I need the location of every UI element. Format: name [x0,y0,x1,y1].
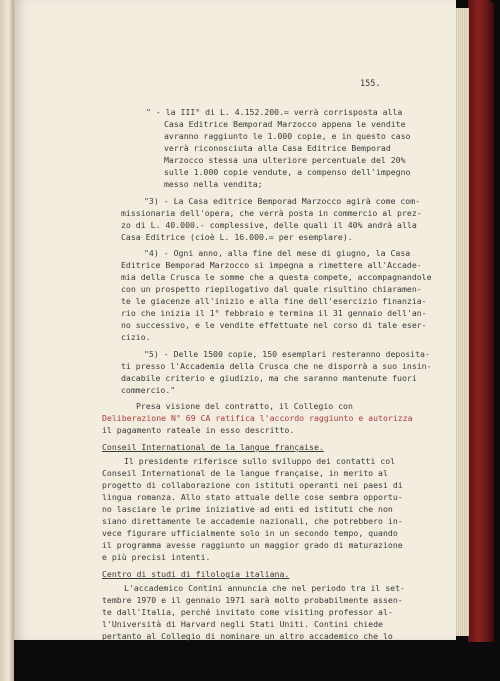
text-line: Presa visione del contratto, il Collegio con [136,401,353,411]
text-line: missionaria dell'opera, che verrà posta in commercio al prez- [121,208,422,218]
book-left-edge [0,0,14,681]
text-line: avranno raggiunto le 1.000 copie, e in questo caso [164,131,411,141]
text-line: vece figurare ufficialmente solo in un secondo tempo, quando [102,528,398,538]
text-line: te dall'Italia, perché invitato come visiting professor al- [102,607,393,617]
text-line: Editrice Bemporad Marzocco si impegna a rimettere all'Accade- [121,260,422,270]
text-line: tembre 1970 e il gennaio 1971 sarà molto probabilmente assen- [102,595,403,605]
text-line: Marzocco stessa una ulteriore percentuale del 20% [164,155,406,165]
text-line: siano direttamente le accademie nazionali, che potrebbero in- [102,516,403,526]
text-line: te le giacenze all'inizio e alla fine dell'esercizio finanzia- [121,296,427,306]
text-line: verrà riconosciuta alla Casa Editrice Bemporad [164,143,391,153]
text-line: Il presidente riferisce sullo sviluppo dei contatti col [124,456,396,466]
text-line: ti presso l'Accademia della Crusca che ne disporrà a suo insin- [121,361,432,371]
text-line: "5) - Delle 1500 copie, 150 esemplari resteranno deposita- [144,349,430,359]
text-line: L'accademico Contini annuncia che nel periodo tra il set- [124,583,405,593]
text-line: no lasciare le prime iniziative ad enti ed istituti che non [102,504,393,514]
text-line: " - la III° di L. 4.152.200.= verrà corrisposta alla [146,107,403,117]
text-line: Casa Editrice (cioè L. 16.000.= per esemplare). [121,232,353,242]
text-line: Casa Editrice Bemporad Marzocco appena le vendite [164,119,406,129]
text-line: con un prospetto riepilogativo dal quale risultino chiaramen- [121,284,422,294]
text-line: cizio. [121,332,151,342]
book-cover-spine [468,0,494,642]
document-page [14,0,456,640]
text-line: l'Università di Harvard negli Stati Uniti. Contini chiede [102,619,383,629]
text-line: "4) - Ogni anno, alla fine del mese di giugno, la Casa [144,248,411,258]
document-text [14,0,456,640]
text-line: Conseil International de la langue française, in merito al [102,468,388,478]
section-heading: Centro di studi di filologia italiana. [102,569,290,579]
text-line: e più precisi intenti. [102,552,211,562]
text-line: zo di L. 40.000.- complessive, delle quali il 40% andrà alla [121,220,417,230]
text-line: il pagamento rateale in esso descritto. [102,425,295,435]
text-line: "3) - La Casa editrice Bemporad Marzocco agirà come com- [144,196,421,206]
section-heading: Conseil International de la langue française. [102,442,324,452]
text-line: mia della Crusca le somme che a questa compete, accompagnandole [121,272,432,282]
text-line: commercio." [121,385,176,395]
text-line: il programma avesse raggiunto un maggior grado di maturazione [102,540,403,550]
text-line: sulle 1.000 copie vendute, a compenso dell'impegno [164,167,411,177]
text-line: messo nella vendita; [164,179,263,189]
page-number: 155. [360,79,381,89]
text-line-deliberation: Deliberazione N° 69 CA ratifica l'accordo raggiunto e autorizza [102,413,413,423]
text-line: rio che inizia il 1° febbraio e termina il 31 gennaio dell'an- [121,308,427,318]
text-line: lingua romanza. Allo stato attuale delle cose sembra opportu- [102,492,403,502]
text-line: progetto di collaborazione con istituti operanti nei paesi di [102,480,403,490]
text-line: pertanto al Collegio di nominare un altro accademico che lo [102,631,393,641]
text-line: dacabile criterio e giudizio, ma che saranno mantenute fuori [121,373,417,383]
page-stack-edge [455,8,469,636]
text-line: no successivo, e le vendite effettuate nel corso di tale eser- [121,320,427,330]
